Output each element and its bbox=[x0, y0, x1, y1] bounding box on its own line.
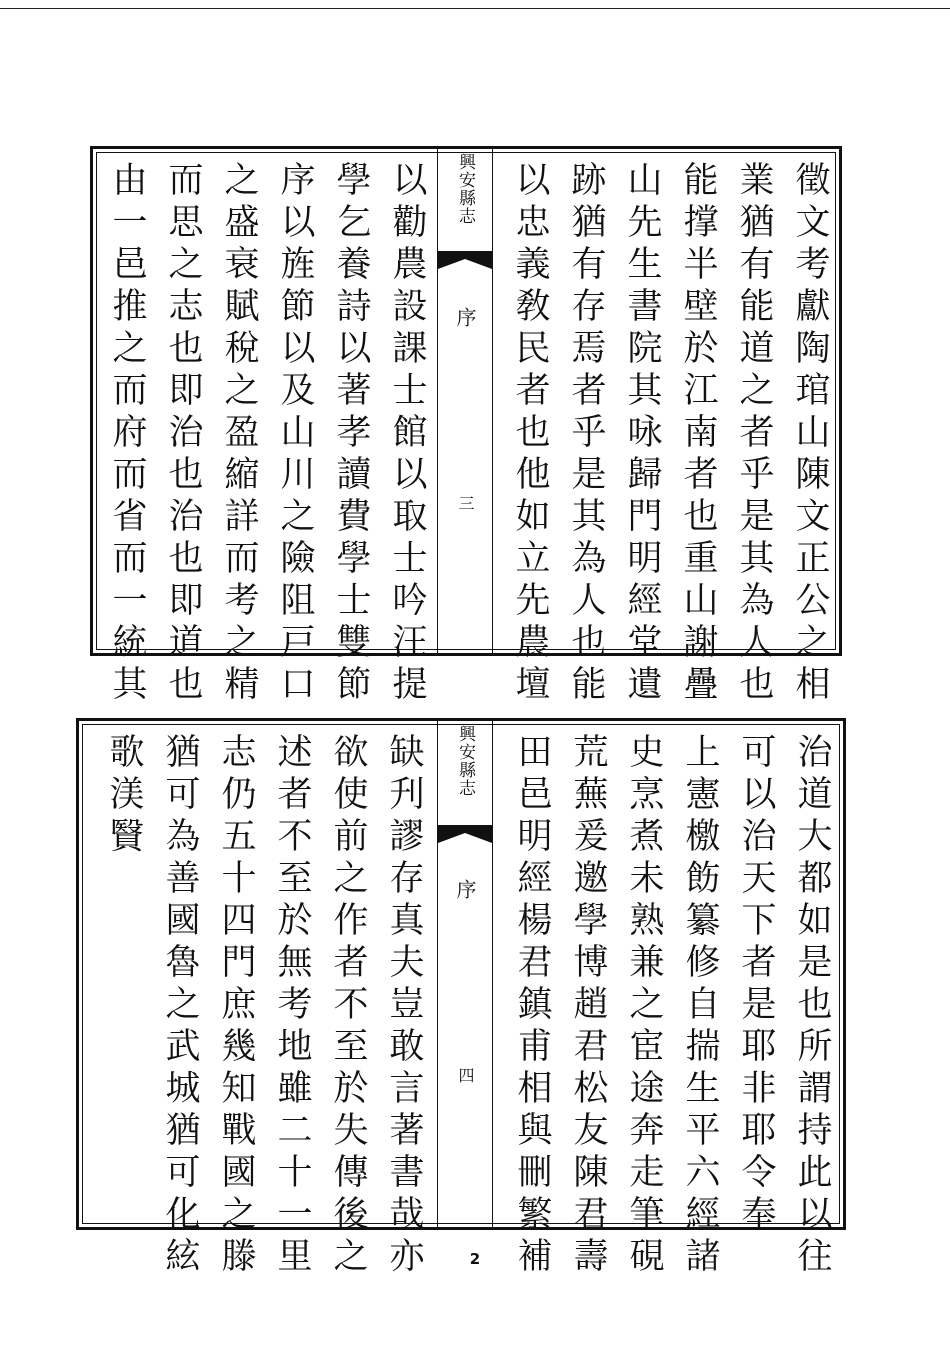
text-column: 欲使前之作者不至於失傳後之 bbox=[328, 733, 368, 1279]
text-column: 缺刋謬存真夫豈敢言著書哉亦 bbox=[384, 733, 424, 1279]
fold-title: 興安縣志 bbox=[455, 153, 475, 225]
leaf-frame-bottom bbox=[76, 718, 846, 1279]
text-column: 由一邑推之而府而省而一統其 bbox=[107, 161, 147, 707]
text-column: 以忠義敎民者也他如立先農壇 bbox=[510, 161, 550, 707]
fold-section: 序 bbox=[453, 879, 477, 899]
leaf-frame-top bbox=[90, 146, 842, 707]
top-rule bbox=[0, 8, 950, 9]
text-column: 猶可為善國魯之武城猶可化絃 bbox=[160, 733, 200, 1279]
fold-leaf-number: 四 bbox=[456, 1067, 475, 1083]
page-number: 2 bbox=[469, 1250, 481, 1268]
fishtail-mark bbox=[438, 825, 492, 843]
text-column: 學乞養詩以著孝讀費學士雙節 bbox=[331, 161, 371, 707]
text-column: 史烹煮未熟兼之宦途奔走筆硯 bbox=[624, 733, 664, 1279]
text-column: 治道大都如是也所謂持此以往 bbox=[792, 733, 832, 1279]
text-column: 山先生書院其咏歸門明經堂遺 bbox=[622, 161, 662, 707]
center-fold bbox=[437, 149, 493, 653]
text-column: 述者不至於無考地雖二十一里 bbox=[272, 733, 312, 1279]
text-column: 能撑半壁於江南者也重山謝疊 bbox=[678, 161, 718, 707]
center-fold bbox=[437, 721, 493, 1227]
text-column: 上憲檄飭纂修自揣生平六經諸 bbox=[680, 733, 720, 1279]
text-column: 歌渼贀 bbox=[104, 733, 144, 859]
text-column: 徵文考獻陶琯山陳文正公之相 bbox=[790, 161, 830, 707]
text-column: 可以治天下者是耶非耶令奉 bbox=[736, 733, 776, 1237]
text-column: 跡猶有存焉者乎是其為人也能 bbox=[566, 161, 606, 707]
text-column: 荒蕪爰邀學博趙君松友陳君壽 bbox=[568, 733, 608, 1279]
fold-section: 序 bbox=[453, 307, 477, 327]
fold-leaf-number: 三 bbox=[456, 495, 475, 511]
fold-title: 興安縣志 bbox=[455, 725, 475, 797]
text-column: 以勸農設課士館以取士吟汪提 bbox=[387, 161, 427, 707]
fishtail-mark bbox=[438, 251, 492, 269]
text-column: 業猶有能道之者乎是其為人也 bbox=[734, 161, 774, 707]
text-column: 序以旌節以及山川之險阻戸口 bbox=[275, 161, 315, 707]
text-column: 之盛衰賦稅之盈縮詳而考之精 bbox=[219, 161, 259, 707]
text-column: 志仍五十四門庶幾知戰國之滕 bbox=[216, 733, 256, 1279]
text-column: 田邑明經楊君鎮甫相與刪繁補 bbox=[512, 733, 552, 1279]
text-column: 而思之志也即治也治也即道也 bbox=[163, 161, 203, 707]
